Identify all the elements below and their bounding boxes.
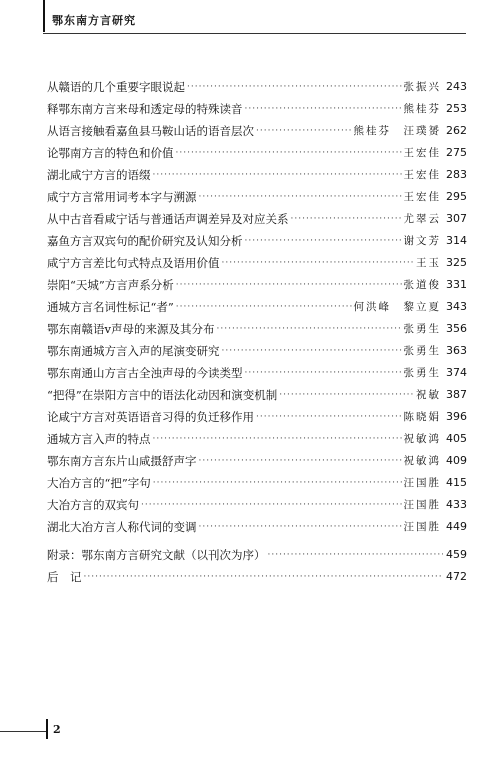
entry-author: 汪国胜 xyxy=(403,477,441,489)
entry-page-number: 283 xyxy=(446,168,467,181)
toc-entry[interactable] xyxy=(47,142,467,164)
entry-author: 祝敏鸿 xyxy=(403,433,441,445)
entry-page-number: 409 xyxy=(446,454,467,467)
entry-author: 熊桂芬 xyxy=(403,103,441,115)
toc-entry[interactable] xyxy=(47,296,467,318)
dot-leader xyxy=(176,274,402,296)
toc-entry[interactable] xyxy=(47,340,467,362)
toc-entry[interactable] xyxy=(47,428,467,450)
entry-author: 张勇生 xyxy=(403,367,441,379)
entry-page-number: 295 xyxy=(446,190,467,203)
entry-page-number: 275 xyxy=(446,146,467,159)
running-header-title: 鄂东南方言研究 xyxy=(52,14,136,27)
header-rule xyxy=(43,33,466,34)
toc-entry[interactable] xyxy=(47,252,467,274)
dot-leader xyxy=(245,230,402,252)
dot-leader xyxy=(187,76,402,98)
entry-page-number: 314 xyxy=(446,234,467,247)
toc-entry[interactable] xyxy=(47,120,467,142)
entry-title: 大冶方言的“把”字句 xyxy=(47,476,151,490)
entry-author: 熊桂芬 汪璞赟 xyxy=(353,125,441,137)
toc-entry[interactable] xyxy=(47,362,467,384)
toc-entry[interactable] xyxy=(47,98,467,120)
entry-author: 张勇生 xyxy=(403,345,441,357)
entry-page-number: 396 xyxy=(446,410,467,423)
toc-entry[interactable] xyxy=(47,274,467,296)
entry-title: 后 记 xyxy=(47,570,82,584)
dot-leader xyxy=(245,362,402,384)
entry-title: 大冶方言的双宾句 xyxy=(47,498,139,512)
toc-entry[interactable] xyxy=(47,186,467,208)
toc-entry[interactable] xyxy=(47,208,467,230)
footer-bar xyxy=(46,719,48,739)
dot-leader xyxy=(176,142,402,164)
toc-entry[interactable] xyxy=(47,516,467,538)
toc-entry[interactable] xyxy=(47,406,467,428)
entry-title: 鄂东南赣语v声母的来源及其分布 xyxy=(47,322,215,336)
table-of-contents xyxy=(47,76,467,538)
entry-author: 祝敏鸿 xyxy=(403,455,441,467)
toc-entry[interactable] xyxy=(47,544,467,566)
toc-entry[interactable] xyxy=(47,384,467,406)
entry-page-number: 405 xyxy=(446,432,467,445)
entry-title: 从赣语的几个重要字眼说起 xyxy=(47,80,185,94)
entry-page-number: 449 xyxy=(446,520,467,533)
header-bar xyxy=(43,0,45,32)
entry-title: 论咸宁方言对英语语音习得的负迁移作用 xyxy=(47,410,254,424)
toc-entry[interactable] xyxy=(47,472,467,494)
entry-page-number: 433 xyxy=(446,498,467,511)
dot-leader xyxy=(199,186,402,208)
entry-page-number: 356 xyxy=(446,322,467,335)
entry-page-number: 363 xyxy=(446,344,467,357)
entry-title: 咸宁方言差比句式特点及语用价值 xyxy=(47,256,220,270)
dot-leader xyxy=(291,208,402,230)
dot-leader xyxy=(153,428,402,450)
entry-title: 通城方言入声的特点 xyxy=(47,432,151,446)
entry-page-number: 243 xyxy=(446,80,467,93)
entry-author: 张振兴 xyxy=(403,81,441,93)
entry-page-number: 387 xyxy=(446,388,467,401)
entry-page-number: 343 xyxy=(446,300,467,313)
dot-leader xyxy=(141,494,402,516)
entry-page-number: 253 xyxy=(446,102,467,115)
entry-title: 崇阳“天城”方言声系分析 xyxy=(47,278,174,292)
dot-leader xyxy=(256,120,352,142)
entry-page-number: 374 xyxy=(446,366,467,379)
appendix-entries xyxy=(47,544,467,588)
entry-author: 张道俊 xyxy=(403,279,441,291)
dot-leader xyxy=(222,340,402,362)
page-number: 2 xyxy=(53,723,61,736)
dot-leader xyxy=(222,252,415,274)
dot-leader xyxy=(199,516,402,538)
entry-author: 陈晓娟 xyxy=(403,411,441,423)
entry-title: 从中古音看咸宁话与普通话声调差异及对应关系 xyxy=(47,212,289,226)
entry-page-number: 325 xyxy=(446,256,467,269)
entry-author: 汪国胜 xyxy=(403,499,441,511)
entry-title: 鄂东南通城方言入声的尾演变研究 xyxy=(47,344,220,358)
entry-page-number: 459 xyxy=(446,548,467,561)
entry-title: “把得”在崇阳方言中的语法化动因和演变机制 xyxy=(47,388,278,402)
entry-author: 谢文芳 xyxy=(403,235,441,247)
toc-entry[interactable] xyxy=(47,230,467,252)
toc-entry[interactable] xyxy=(47,164,467,186)
entry-page-number: 415 xyxy=(446,476,467,489)
entry-author: 王宏佳 xyxy=(403,169,441,181)
entry-title: 论鄂南方言的特色和价值 xyxy=(47,146,174,160)
entry-author: 张勇生 xyxy=(403,323,441,335)
entry-page-number: 472 xyxy=(446,570,467,583)
entry-author: 祝敏 xyxy=(416,389,441,401)
entry-author: 何洪峰 黎立夏 xyxy=(353,301,441,313)
dot-leader xyxy=(279,384,414,406)
entry-author: 王宏佳 xyxy=(403,191,441,203)
dot-leader xyxy=(217,318,402,340)
toc-entry[interactable] xyxy=(47,494,467,516)
entry-title: 咸宁方言常用词考本字与溯源 xyxy=(47,190,197,204)
toc-entry[interactable] xyxy=(47,76,467,98)
toc-entry[interactable] xyxy=(47,450,467,472)
entry-page-number: 331 xyxy=(446,278,467,291)
entry-author: 汪国胜 xyxy=(403,521,441,533)
entry-author: 王玉 xyxy=(416,257,441,269)
toc-entry[interactable] xyxy=(47,318,467,340)
entry-title: 从语言接触看嘉鱼县马鞍山话的语音层次 xyxy=(47,124,254,138)
entry-title: 释鄂东南方言来母和透定母的特殊读音 xyxy=(47,102,243,116)
dot-leader xyxy=(268,544,444,566)
entry-author: 尤翠云 xyxy=(403,213,441,225)
footer-rule xyxy=(0,731,46,732)
dot-leader xyxy=(84,566,444,588)
dot-leader xyxy=(199,450,402,472)
entry-title: 湖北大冶方言人称代词的变调 xyxy=(47,520,197,534)
dot-leader xyxy=(153,472,402,494)
dot-leader xyxy=(176,296,352,318)
entry-title: 附录：鄂东南方言研究文献（以刊次为序） xyxy=(47,548,266,562)
dot-leader xyxy=(153,164,402,186)
entry-author: 王宏佳 xyxy=(403,147,441,159)
entry-title: 嘉鱼方言双宾句的配价研究及认知分析 xyxy=(47,234,243,248)
entry-title: 鄂东南通山方言古全浊声母的今读类型 xyxy=(47,366,243,380)
entry-title: 通城方言名词性标记“者” xyxy=(47,300,174,314)
entry-title: 湖北咸宁方言的语缀 xyxy=(47,168,151,182)
toc-entry[interactable] xyxy=(47,566,467,588)
dot-leader xyxy=(256,406,402,428)
entry-page-number: 262 xyxy=(446,124,467,137)
entry-title: 鄂东南方言东片山咸摄舒声字 xyxy=(47,454,197,468)
entry-page-number: 307 xyxy=(446,212,467,225)
dot-leader xyxy=(245,98,402,120)
